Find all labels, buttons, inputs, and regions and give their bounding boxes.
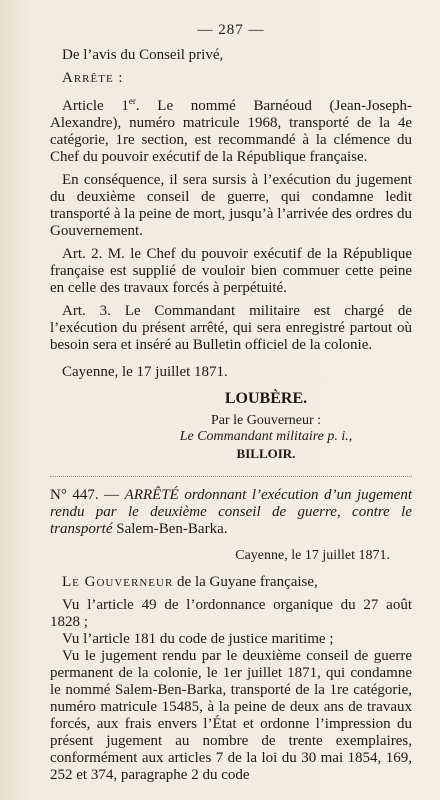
section-divider [50,476,412,477]
governor-line [50,574,412,591]
vu-line-1: Vu l’article 49 de l’ordonnance organique du 27 août 1828 ; [50,597,412,630]
intro-line: De l’avis du Conseil privé, [62,47,224,63]
article-1-text: . Le nommé Barnéoud (Jean-Joseph-Alexandre), numéro matricule 1968, transporté de la 4e catégorie, 1re section, est recommandé à la clémence du Chef du pouvoir exécutif de la République française. [50,98,412,165]
article-2: Art. 2. M. le Chef du pouvoir exécutif de la République française est supplié de vouloir bien commuer cette peine en celle des travaux forcés à perpétuité. [50,246,412,296]
article-1 [50,93,412,166]
decree-subject-name: Salem-Ben-Barka. [116,521,228,537]
date-line-2: Cayenne, le 17 juillet 1871. [235,548,390,563]
vu-line-2: Vu l’article 181 du code de justice maritime ; [62,631,334,647]
decree-title: ARRÊTÉ ordonnant l’exécution d’un jugement rendu par le deuxième conseil de guerre, contre le transporté [50,487,412,537]
arrete-label: Arrête : [62,70,124,86]
date-line-1: Cayenne, le 17 juillet 1871. [62,364,228,380]
vu-line-3: Vu le jugement rendu par le deuxième conseil de guerre permanent de la colonie, le 1er juillet 1871, qui condamne le nommé Salem-Ben-Barka, transporté de la 1re catégorie, numéro matricule 15485, à la peine de deux ans de travaux forcés, aux frais envers l’État et ordonne l’impression du présent jugement au nombre de trente exemplaires, conformément aux articles 7 de la loi du 30 mai 1854, 169, 252 et 374, paragraphe 2 du code [50,648,412,783]
consequence-paragraph: En conséquence, il sera sursis à l’exécution du jugement du deuxième conseil de guerre, qui condamne ledit transporté à la peine de mort, jusqu’à l’arrivée des ordres du Gouvernement. [50,172,412,239]
decree-heading [50,487,412,538]
page-number: — 287 — [197,22,265,38]
article-3: Art. 3. Le Commandant militaire est chargé de l’exécution du présent arrêté, qui sera enregistré partout où besoin sera et inséré au Bulletin officiel de la colonie. [50,303,412,353]
governor-label: Le Gouverneur [62,574,174,590]
signature-for: Par le Gouverneur : [210,413,322,428]
decree-number: N° 447. — [50,487,120,503]
article-1-prefix: Article 1 [62,98,129,114]
article-1-sup: er [128,96,136,106]
signature-role: Le Commandant militaire p. i., [179,429,353,444]
governor-rest: de la Guyane française, [177,574,318,590]
signature-loubere: LOUBÈRE. [224,390,308,407]
signature-billoir: BILLOIR. [236,446,296,461]
